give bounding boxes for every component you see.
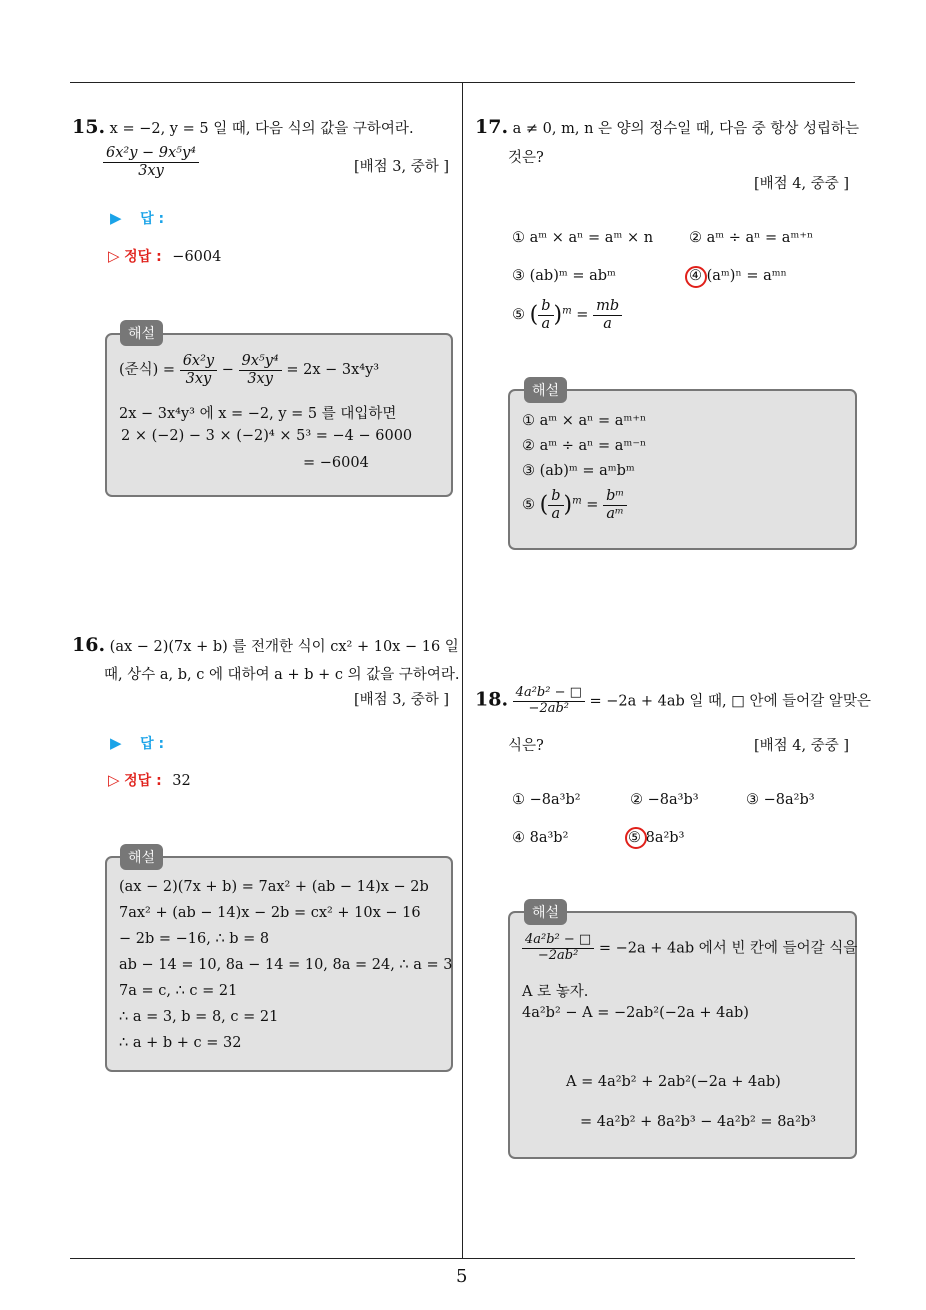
frac-den: aᵐ <box>606 505 624 522</box>
question-16 <box>72 634 459 656</box>
q15-meta: [배점 3, 중하 ] <box>354 159 450 175</box>
exp-line: A 로 놓자. <box>522 984 589 1000</box>
choice-5-marker: ⑤ <box>512 307 525 324</box>
q15-answer-row <box>110 208 164 228</box>
exp-line: ① aᵐ × aⁿ = aᵐ⁺ⁿ <box>522 413 647 429</box>
question-15 <box>72 116 414 138</box>
outline-arrow-icon: ▷ <box>108 771 120 789</box>
frac-den: −2ab² <box>528 700 569 716</box>
frac-den: 3xy <box>185 370 212 387</box>
q15-fraction <box>103 145 199 179</box>
answer-label: 답 : <box>140 736 165 752</box>
exp-line: ⑤ ( $\frac{b}{a}$ )$^m$ = $\frac{\text{bᵐ}}{\text{aᵐ}}$ <box>522 488 627 522</box>
exp-line: ab − 14 = 10, 8a − 14 = 10, 8a = 24, ∴ a = 3 <box>119 957 453 973</box>
answer-circle-icon <box>685 266 707 288</box>
frac-num: 6x²y <box>180 353 217 371</box>
choice-3[interactable]: ③ −8a²b³ <box>746 792 815 808</box>
explanation-tag: 해설 <box>120 844 163 870</box>
frac-num: 4a²b² − □ <box>513 686 585 702</box>
solution-value: 32 <box>172 773 191 789</box>
exp-line: 7ax² + (ab − 14)x − 2b = cx² + 10x − 16 <box>119 905 421 921</box>
exp-line: ③ (ab)ᵐ = aᵐbᵐ <box>522 463 635 479</box>
bottom-rule <box>70 1258 855 1259</box>
fraction-numerator: 6x²y − 9x⁵y⁴ <box>103 145 199 163</box>
choice-3[interactable]: ③ (ab)ᵐ = abᵐ <box>512 268 616 284</box>
exp-line: = 4a²b² + 8a²b³ − 4a²b² = 8a²b³ <box>580 1114 816 1130</box>
q18-meta: [배점 4, 중중 ] <box>754 738 850 754</box>
exp-rest: = −2a + 4ab 에서 빈 칸에 들어갈 식을 <box>598 940 858 957</box>
question-18 <box>475 686 871 717</box>
exp-line: 2x − 3x⁴y³ 에 x = −2, y = 5 를 대입하면 <box>119 406 397 422</box>
question-text-line2: 식은? <box>508 738 544 754</box>
answer-label: 답 : <box>140 211 165 227</box>
solution-label: 정답 : <box>124 249 162 265</box>
exp-line: ∴ a = 3, b = 8, c = 21 <box>119 1009 279 1025</box>
frac-num: 4a²b² − □ <box>522 933 594 949</box>
frac-num: 9x⁵y⁴ <box>239 353 282 371</box>
exp-rest: = 2x − 3x⁴y³ <box>286 362 380 379</box>
frac-den: a <box>541 315 551 332</box>
choice-4[interactable]: ④ 8a³b² <box>512 830 569 846</box>
choice-1[interactable]: ① aᵐ × aⁿ = aᵐ × n <box>512 230 654 246</box>
frac-den: 3xy <box>247 370 273 387</box>
outline-arrow-icon: ▷ <box>108 247 120 265</box>
frac-num: bᵐ <box>603 488 627 506</box>
frac-num: b <box>548 488 563 506</box>
choice-2[interactable]: ② aᵐ ÷ aⁿ = aᵐ⁺ⁿ <box>689 230 814 246</box>
play-arrow-icon: ▶ <box>110 734 122 752</box>
frac-den: a <box>603 315 612 332</box>
exp-marker: ⑤ <box>522 497 535 514</box>
exp-line <box>119 353 379 387</box>
question-text-line2: 때, 상수 a, b, c 에 대하여 a + b + c 의 값을 구하여라. <box>104 667 460 683</box>
exp-line <box>522 933 857 964</box>
play-arrow-icon: ▶ <box>110 209 122 227</box>
choice-2[interactable]: ② −8a³b³ <box>630 792 699 808</box>
exp-line: ∴ a + b + c = 32 <box>119 1035 242 1051</box>
exp-line: 7a = c, ∴ c = 21 <box>119 983 238 999</box>
column-divider <box>462 83 463 1258</box>
fraction-denominator: 3xy <box>138 162 164 179</box>
explanation-tag: 해설 <box>524 899 567 925</box>
choice-1[interactable]: ① −8a³b² <box>512 792 581 808</box>
exp-line: ② aᵐ ÷ aⁿ = aᵐ⁻ⁿ <box>522 438 647 454</box>
question-text-line2: 것은? <box>508 150 544 166</box>
explanation-tag: 해설 <box>524 377 567 403</box>
question-17 <box>475 116 859 138</box>
q17-meta: [배점 4, 중중 ] <box>754 176 850 192</box>
question-text-line1: a ≠ 0, m, n 은 양의 정수일 때, 다음 중 항상 성립하는 <box>512 121 860 137</box>
choice-5[interactable]: ⑤ 8a²b³ <box>628 830 685 846</box>
exp-line: A = 4a²b² + 2ab²(−2a + 4ab) <box>566 1074 781 1090</box>
exp-line: = −6004 <box>303 455 369 471</box>
q16-answer-row <box>110 733 164 753</box>
q15-solution-row <box>108 246 221 266</box>
question-text-line1: = −2a + 4ab 일 때, □ 안에 들어갈 알맞은 <box>589 693 871 710</box>
explanation-tag: 해설 <box>120 320 163 346</box>
frac-num: b <box>538 298 553 316</box>
exp-line: 4a²b² − A = −2ab²(−2a + 4ab) <box>522 1005 749 1021</box>
question-number: 16. <box>72 634 106 656</box>
minus-sign: − <box>221 362 234 379</box>
choice-4[interactable]: ④ (aᵐ)ⁿ = aᵐⁿ <box>689 268 787 284</box>
question-number: 15. <box>72 116 106 138</box>
choice-5[interactable]: ⑤ ( $\frac{b}{a}$ )$^m$ = $\frac{mb}{a}$ <box>512 298 622 332</box>
frac-num: mb <box>593 298 622 316</box>
exp-line: 2 × (−2) − 3 × (−2)⁴ × 5³ = −4 − 6000 <box>121 428 413 444</box>
question-number: 17. <box>475 116 509 138</box>
question-number: 18. <box>475 688 509 711</box>
page-number: 5 <box>456 1266 468 1287</box>
exp-line: (ax − 2)(7x + b) = 7ax² + (ab − 14)x − 2b <box>119 879 429 895</box>
frac-den: a <box>551 505 561 522</box>
exp-prefix: (준식) = <box>119 362 176 379</box>
exp-line: − 2b = −16, ∴ b = 8 <box>119 931 270 947</box>
solution-value: −6004 <box>172 249 222 265</box>
question-text-line1: (ax − 2)(7x + b) 를 전개한 식이 cx² + 10x − 16 일 <box>109 639 459 655</box>
answer-circle-icon <box>625 827 647 849</box>
solution-label: 정답 : <box>124 773 162 789</box>
question-text: x = −2, y = 5 일 때, 다음 식의 값을 구하여라. <box>109 121 414 137</box>
frac-den: −2ab² <box>537 947 579 963</box>
q16-meta: [배점 3, 중하 ] <box>354 692 450 708</box>
q16-solution-row <box>108 770 191 790</box>
